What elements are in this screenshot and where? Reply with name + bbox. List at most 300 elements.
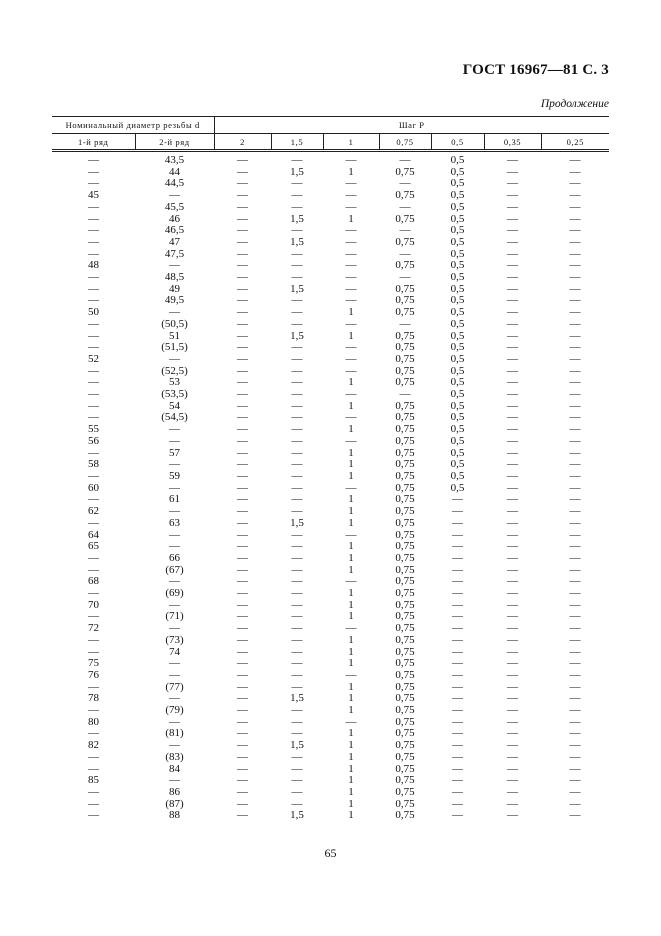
table-cell: — — [237, 528, 249, 541]
table-cell: — — [507, 633, 519, 646]
table-cell: — — [169, 622, 180, 635]
table-cell: — — [88, 399, 99, 412]
table-cell: — — [569, 399, 581, 412]
table-cell: — — [507, 306, 519, 319]
table-cell: — — [569, 657, 581, 670]
table-cell: 0,5 — [450, 469, 465, 482]
table-cell: 60 — [88, 481, 99, 494]
table-cell: — — [452, 505, 464, 518]
table-cell: — — [507, 739, 519, 752]
table-cell: — — [507, 364, 519, 377]
table-cell: — — [345, 154, 357, 166]
table-cell: 0,5 — [450, 235, 465, 248]
table-cell: 0,75 — [395, 481, 415, 494]
table-row — [52, 635, 609, 647]
table-cell: 1 — [348, 423, 354, 436]
table-cell: — — [345, 224, 357, 237]
thread-pitch-table — [52, 116, 609, 822]
table-cell: — — [345, 341, 357, 354]
table-cell: 0,75 — [395, 704, 415, 717]
table-row — [52, 471, 609, 483]
col-header: 0,25 — [541, 134, 609, 151]
table-cell: — — [237, 294, 249, 307]
table-cell: — — [237, 785, 249, 798]
table-cell: — — [569, 352, 581, 365]
table-cell: 44,5 — [164, 177, 185, 190]
table-cell: 1 — [348, 399, 354, 412]
table-cell: — — [291, 423, 303, 436]
table-cell: — — [399, 271, 411, 284]
table-cell: — — [569, 587, 581, 600]
table-cell: — — [452, 668, 464, 681]
table-row — [52, 436, 609, 448]
table-cell: — — [345, 317, 357, 330]
table-cell: — — [237, 329, 249, 342]
table-cell: 64 — [88, 528, 99, 541]
table-cell: — — [452, 493, 464, 506]
table-cell: 47 — [169, 235, 180, 248]
table-cell: — — [169, 423, 180, 436]
table-cell: 45,5 — [164, 200, 185, 213]
table-cell: — — [88, 493, 99, 506]
table-cell: — — [569, 481, 581, 494]
table-cell: — — [569, 341, 581, 354]
col-header: 0,75 — [379, 134, 431, 151]
table-cell: — — [507, 446, 519, 459]
table-cell: — — [507, 458, 519, 471]
table-cell: — — [291, 388, 303, 401]
table-cell: 1 — [348, 680, 354, 693]
table-cell: 0,75 — [395, 633, 415, 646]
table-cell: — — [345, 177, 357, 190]
table-cell: 0,5 — [450, 364, 465, 377]
table-cell: — — [569, 154, 581, 166]
table-cell: 1 — [348, 657, 354, 670]
table-cell: 0,5 — [450, 271, 465, 284]
table-cell: 0,75 — [395, 376, 415, 389]
table-cell: — — [507, 610, 519, 623]
table-row — [52, 588, 609, 600]
table-cell: — — [291, 177, 303, 190]
table-row — [52, 670, 609, 682]
table-row — [52, 810, 609, 822]
col-header: 0,35 — [484, 134, 541, 151]
table-cell: — — [169, 306, 180, 319]
table-cell: — — [88, 610, 99, 623]
table-cell: — — [569, 809, 581, 822]
table-cell: — — [88, 212, 99, 225]
table-cell: — — [237, 200, 249, 213]
table-cell: 0,5 — [450, 317, 465, 330]
table-cell: 63 — [169, 516, 180, 529]
table-row — [52, 611, 609, 623]
table-cell: 80 — [88, 715, 99, 728]
table-cell: 1,5 — [290, 516, 304, 529]
table-cell: — — [291, 633, 303, 646]
table-cell: — — [452, 633, 464, 646]
table-cell: 0,75 — [395, 423, 415, 436]
table-cell: 1 — [348, 809, 354, 822]
table-cell: 59 — [169, 469, 180, 482]
table-cell: — — [291, 306, 303, 319]
table-cell: — — [507, 657, 519, 670]
table-cell: — — [291, 622, 303, 635]
table-cell: — — [291, 551, 303, 564]
table-cell: — — [88, 271, 99, 284]
table-cell: — — [345, 189, 357, 202]
table-cell: — — [291, 469, 303, 482]
table-cell: 0,75 — [395, 399, 415, 412]
table-cell: — — [88, 364, 99, 377]
table-cell: — — [169, 352, 180, 365]
table-cell: — — [237, 458, 249, 471]
table-cell: — — [399, 388, 411, 401]
table-cell: — — [569, 388, 581, 401]
table-cell: — — [507, 434, 519, 447]
table-cell: 1 — [348, 165, 354, 178]
table-cell: — — [569, 727, 581, 740]
table-cell: — — [399, 154, 411, 166]
col-header: 1-й ряд — [52, 134, 135, 151]
table-cell: — — [569, 271, 581, 284]
table-cell: — — [452, 797, 464, 810]
table-cell: — — [507, 388, 519, 401]
table-cell: — — [507, 528, 519, 541]
table-cell: — — [237, 668, 249, 681]
table-cell: (67) — [165, 563, 184, 576]
table-cell: — — [169, 458, 180, 471]
table-row — [52, 354, 609, 366]
table-row — [52, 799, 609, 811]
table-cell: — — [569, 692, 581, 705]
table-cell: — — [569, 306, 581, 319]
table-cell: — — [291, 563, 303, 576]
table-cell: — — [291, 528, 303, 541]
table-cell: 0,5 — [450, 165, 465, 178]
table-cell: — — [569, 797, 581, 810]
table-cell: (50,5) — [161, 317, 188, 330]
table-cell: 0,5 — [450, 341, 465, 354]
table-cell: — — [507, 493, 519, 506]
table-cell: 84 — [169, 762, 180, 775]
table-cell: 88 — [169, 809, 180, 822]
table-cell: — — [169, 528, 180, 541]
table-cell: 46,5 — [164, 224, 185, 237]
table-row — [52, 331, 609, 343]
table-cell: — — [507, 317, 519, 330]
table-cell: 55 — [88, 423, 99, 436]
table-cell: — — [569, 458, 581, 471]
table-cell: — — [507, 481, 519, 494]
table-row — [52, 225, 609, 237]
table-cell: — — [291, 505, 303, 518]
table-cell: — — [345, 282, 357, 295]
table-cell: (71) — [165, 610, 184, 623]
table-cell: — — [452, 657, 464, 670]
table-cell: — — [169, 481, 180, 494]
table-cell: 0,5 — [450, 154, 465, 166]
table-cell: — — [291, 785, 303, 798]
table-cell: — — [452, 715, 464, 728]
table-cell: — — [88, 645, 99, 658]
table-cell: 0,5 — [450, 306, 465, 319]
table-cell: — — [399, 224, 411, 237]
table-cell: 0,75 — [395, 587, 415, 600]
table-cell: — — [345, 575, 357, 588]
table-cell: — — [569, 247, 581, 260]
table-cell: — — [237, 271, 249, 284]
table-cell: — — [237, 434, 249, 447]
table-cell: 1 — [348, 505, 354, 518]
table-cell: 1,5 — [290, 329, 304, 342]
table-cell: — — [507, 598, 519, 611]
table-cell: 0,75 — [395, 762, 415, 775]
table-cell: — — [88, 282, 99, 295]
table-cell: — — [237, 540, 249, 553]
table-cell: 0,75 — [395, 212, 415, 225]
table-cell: 43,5 — [164, 154, 185, 166]
table-row — [52, 682, 609, 694]
table-row — [52, 377, 609, 389]
table-cell: 48,5 — [164, 271, 185, 284]
table-cell: 0,5 — [450, 481, 465, 494]
table-cell: 74 — [169, 645, 180, 658]
table-cell: — — [569, 317, 581, 330]
table-cell: — — [507, 727, 519, 740]
table-cell: 1 — [348, 797, 354, 810]
table-cell: — — [507, 551, 519, 564]
table-cell: — — [569, 633, 581, 646]
table-cell: — — [169, 774, 180, 787]
table-row — [52, 401, 609, 413]
table-cell: — — [88, 516, 99, 529]
table-cell: (54,5) — [161, 411, 188, 424]
table-cell: 0,5 — [450, 446, 465, 459]
table-cell: 0,75 — [395, 341, 415, 354]
table-cell: — — [88, 235, 99, 248]
table-cell: — — [237, 680, 249, 693]
table-cell: 0,75 — [395, 739, 415, 752]
table-cell: 58 — [88, 458, 99, 471]
table-cell: — — [452, 528, 464, 541]
table-cell: 0,75 — [395, 306, 415, 319]
table-cell: — — [88, 294, 99, 307]
table-cell: 0,5 — [450, 247, 465, 260]
table-cell: 0,75 — [395, 189, 415, 202]
table-cell: — — [345, 235, 357, 248]
table-cell: — — [291, 481, 303, 494]
table-cell: — — [452, 692, 464, 705]
table-cell: — — [507, 516, 519, 529]
table-cell: 61 — [169, 493, 180, 506]
table-cell: 1 — [348, 633, 354, 646]
table-cell: 0,75 — [395, 469, 415, 482]
table-cell: — — [237, 446, 249, 459]
table-cell: — — [237, 505, 249, 518]
table-cell: (87) — [165, 797, 184, 810]
table-cell: — — [507, 235, 519, 248]
table-row — [52, 740, 609, 752]
table-cell: — — [569, 224, 581, 237]
table-cell: — — [507, 189, 519, 202]
table-cell: 1,5 — [290, 692, 304, 705]
table-cell: 1 — [348, 750, 354, 763]
table-row — [52, 693, 609, 705]
table-cell: — — [507, 177, 519, 190]
table-cell: 46 — [169, 212, 180, 225]
table-cell: — — [345, 388, 357, 401]
table-cell: — — [291, 446, 303, 459]
table-cell: — — [237, 212, 249, 225]
table-cell: — — [291, 376, 303, 389]
table-cell: 76 — [88, 668, 99, 681]
table-cell: — — [88, 587, 99, 600]
table-cell: — — [569, 294, 581, 307]
table-cell: 85 — [88, 774, 99, 787]
table-cell: — — [507, 247, 519, 260]
table-cell: 45 — [88, 189, 99, 202]
table-cell: — — [452, 704, 464, 717]
table-cell: 49 — [169, 282, 180, 295]
table-cell: 0,75 — [395, 680, 415, 693]
table-cell: — — [88, 469, 99, 482]
table-cell: 1 — [348, 598, 354, 611]
table-cell: — — [88, 727, 99, 740]
table-cell: 1 — [348, 645, 354, 658]
table-cell: (69) — [165, 587, 184, 600]
table-cell: — — [237, 306, 249, 319]
table-cell: 1 — [348, 587, 354, 600]
table-cell: 0,75 — [395, 785, 415, 798]
table-cell: 0,75 — [395, 657, 415, 670]
table-cell: — — [569, 200, 581, 213]
table-cell: — — [291, 341, 303, 354]
table-cell: — — [88, 563, 99, 576]
table-cell: — — [237, 224, 249, 237]
table-cell: — — [569, 165, 581, 178]
table-cell: — — [237, 645, 249, 658]
table-cell: — — [569, 516, 581, 529]
table-cell: — — [237, 259, 249, 272]
table-cell: — — [237, 493, 249, 506]
table-cell: — — [452, 727, 464, 740]
table-row — [52, 295, 609, 307]
table-cell: 44 — [169, 165, 180, 178]
table-cell: — — [452, 762, 464, 775]
table-cell: — — [88, 165, 99, 178]
table-cell: — — [237, 399, 249, 412]
table-cell: 0,5 — [450, 388, 465, 401]
table-cell: — — [507, 212, 519, 225]
table-row — [52, 705, 609, 717]
table-cell: 0,75 — [395, 551, 415, 564]
table-cell: — — [452, 610, 464, 623]
table-row — [52, 518, 609, 530]
table-cell: — — [345, 247, 357, 260]
table-cell: — — [291, 645, 303, 658]
table-cell: 0,5 — [450, 376, 465, 389]
table-cell: 49,5 — [164, 294, 185, 307]
table-cell: — — [507, 587, 519, 600]
table-cell: — — [169, 189, 180, 202]
table-cell: — — [237, 247, 249, 260]
table-cell: — — [237, 551, 249, 564]
table-cell: — — [88, 785, 99, 798]
table-cell: — — [88, 388, 99, 401]
table-cell: — — [88, 411, 99, 424]
table-cell: — — [169, 575, 180, 588]
table-cell: 1 — [348, 516, 354, 529]
table-row — [52, 541, 609, 553]
table-cell: (51,5) — [161, 341, 188, 354]
table-cell: — — [291, 317, 303, 330]
table-cell: 0,75 — [395, 294, 415, 307]
table-cell: 0,75 — [395, 364, 415, 377]
table-cell: 0,5 — [450, 329, 465, 342]
table-cell: — — [452, 774, 464, 787]
table-cell: — — [237, 563, 249, 576]
table-row — [52, 214, 609, 226]
table-cell: — — [345, 528, 357, 541]
table-cell: — — [169, 692, 180, 705]
table-cell: — — [452, 680, 464, 693]
table-cell: — — [507, 294, 519, 307]
table-cell: — — [507, 282, 519, 295]
table-cell: — — [169, 259, 180, 272]
table-cell: — — [291, 668, 303, 681]
table-cell: 0,75 — [395, 165, 415, 178]
table-cell: 1 — [348, 727, 354, 740]
table-cell: — — [291, 224, 303, 237]
diameter-group-header: Номинальный диаметр резьбы d — [52, 117, 214, 134]
table-row — [52, 483, 609, 495]
table-cell: — — [569, 785, 581, 798]
table-cell: — — [291, 189, 303, 202]
table-cell: — — [291, 411, 303, 424]
table-cell: — — [507, 259, 519, 272]
table-cell: — — [291, 704, 303, 717]
table-cell: — — [507, 165, 519, 178]
table-cell: 70 — [88, 598, 99, 611]
table-cell: 72 — [88, 622, 99, 635]
table-row — [52, 565, 609, 577]
table-cell: — — [237, 598, 249, 611]
table-cell: — — [507, 469, 519, 482]
table-cell: 0,5 — [450, 399, 465, 412]
table-cell: — — [291, 598, 303, 611]
table-cell: — — [569, 212, 581, 225]
table-cell: — — [345, 200, 357, 213]
table-cell: (77) — [165, 680, 184, 693]
table-cell: — — [345, 259, 357, 272]
table-cell: — — [88, 750, 99, 763]
table-cell: 0,75 — [395, 715, 415, 728]
table-cell: — — [169, 598, 180, 611]
table-cell: — — [507, 224, 519, 237]
table-cell: — — [291, 399, 303, 412]
table-cell: 0,75 — [395, 458, 415, 471]
table-cell: — — [452, 598, 464, 611]
table-cell: — — [237, 704, 249, 717]
table-cell: — — [507, 785, 519, 798]
table-cell: — — [569, 645, 581, 658]
table-cell: 56 — [88, 434, 99, 447]
table-cell: — — [169, 715, 180, 728]
table-cell: — — [345, 481, 357, 494]
table-cell: 1,5 — [290, 809, 304, 822]
table-cell: — — [237, 388, 249, 401]
table-cell: — — [169, 434, 180, 447]
